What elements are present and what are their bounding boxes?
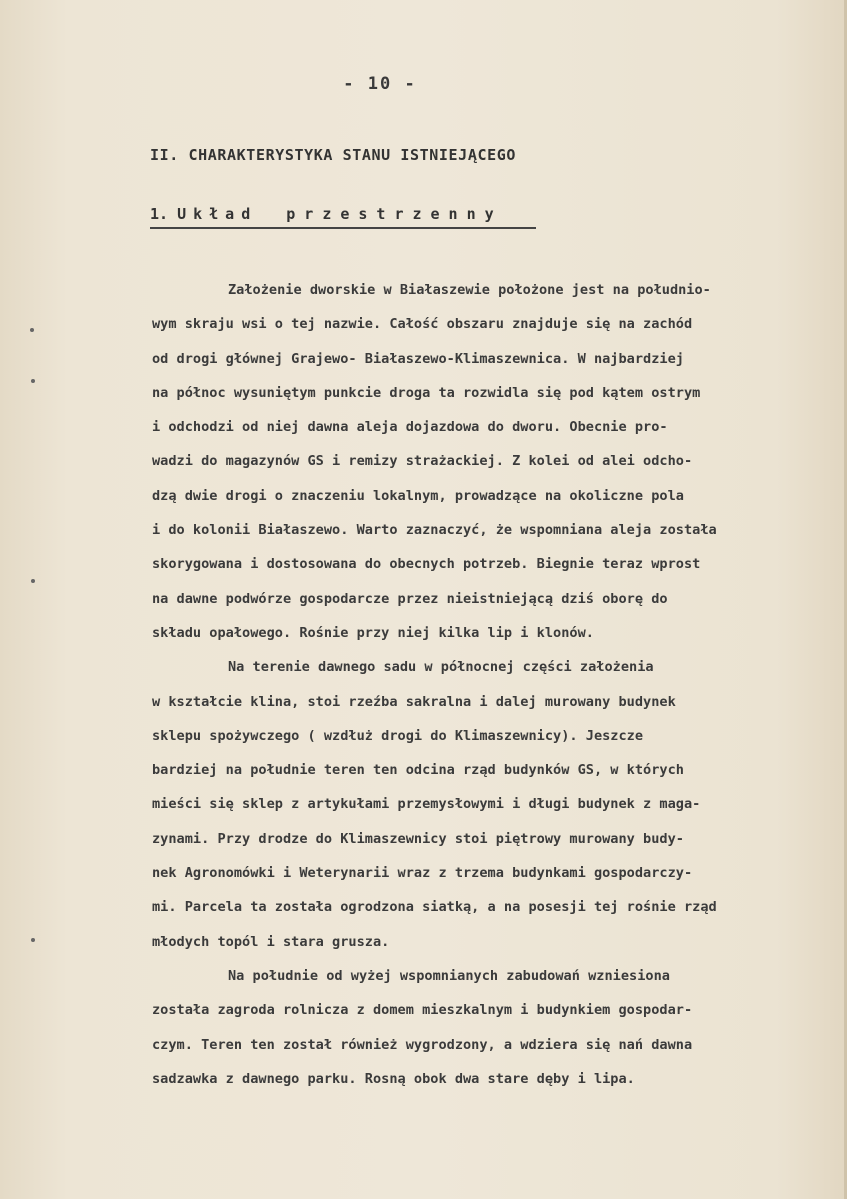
text-line: Na południe od wyżej wspomnianych zabudowań wzniesiona xyxy=(228,967,670,984)
text-line: skorygowana i dostosowana do obecnych potrzeb. Biegnie teraz wprost xyxy=(152,556,701,573)
text-line: dzą dwie drogi o znaczeniu lokalnym, prowadzące na okoliczne pola xyxy=(152,487,684,504)
paragraph-1 xyxy=(152,273,820,650)
text-line: na dawne podwórze gospodarcze przez nieistniejącą dziś oborę do xyxy=(152,590,668,607)
text-line: mieści się sklep z artykułami przemysłowymi i długi budynek z maga- xyxy=(152,796,701,813)
subsection-word-2: przestrzenny xyxy=(286,205,503,223)
subsection-number: 1. xyxy=(150,205,169,223)
text-line: i do kolonii Białaszewo. Warto zaznaczyć, że wspomniana aleja została xyxy=(152,522,717,539)
text-line: nek Agronomówki i Weterynarii wraz z trzema budynkami gospodarczy- xyxy=(152,865,693,882)
text-line: wadzi do magazynów GS i remizy strażackiej. Z kolei od alei odcho- xyxy=(152,453,693,470)
subsection-word-1: Układ xyxy=(177,205,258,223)
page-number: - 10 - xyxy=(343,74,417,94)
text-line: młodych topól i stara grusza. xyxy=(152,933,390,950)
text-line: sadzawka z dawnego parku. Rosną obok dwa stare dęby i lipa. xyxy=(152,1070,635,1087)
punch-mark xyxy=(30,328,34,332)
section-title: II. CHARAKTERYSTYKA STANU ISTNIEJĄCEGO xyxy=(150,146,516,164)
text-line: w kształcie klina, stoi rzeźba sakralna i dalej murowany budynek xyxy=(152,693,676,710)
text-line: od drogi głównej Grajewo- Białaszewo-Klimaszewnica. W najbardziej xyxy=(152,350,684,367)
text-line: wym skraju wsi o tej nazwie. Całość obszaru znajduje się na zachód xyxy=(152,316,693,333)
punch-mark xyxy=(31,938,35,942)
text-line: została zagroda rolnicza z domem mieszkalnym i budynkiem gospodar- xyxy=(152,1002,693,1019)
punch-mark xyxy=(31,579,35,583)
text-line: i odchodzi od niej dawna aleja dojazdowa do dworu. Obecnie pro- xyxy=(152,419,668,436)
text-line: sklepu spożywczego ( wzdłuż drogi do Klimaszewnicy). Jeszcze xyxy=(152,727,644,744)
subsection-heading xyxy=(150,205,536,229)
text-line: Założenie dworskie w Białaszewie położone jest na południo- xyxy=(228,282,711,298)
punch-mark xyxy=(31,379,35,383)
text-line: zynami. Przy drodze do Klimaszewnicy stoi piętrowy murowany budy- xyxy=(152,830,684,847)
body-text xyxy=(152,273,820,1096)
text-line: bardziej na południe teren ten odcina rząd budynków GS, w których xyxy=(152,762,684,779)
paragraph-3 xyxy=(152,959,820,1096)
text-line: Na terenie dawnego sadu w północnej części założenia xyxy=(228,659,654,676)
text-line: na północ wysuniętym punkcie droga ta rozwidla się pod kątem ostrym xyxy=(152,384,701,401)
paragraph-2 xyxy=(152,650,820,959)
text-line: mi. Parcela ta została ogrodzona siatką, a na posesji tej rośnie rząd xyxy=(152,899,717,916)
text-line: składu opałowego. Rośnie przy niej kilka lip i klonów. xyxy=(152,624,594,641)
text-line: czym. Teren ten został również wygrodzony, a wdziera się nań dawna xyxy=(152,1036,693,1053)
